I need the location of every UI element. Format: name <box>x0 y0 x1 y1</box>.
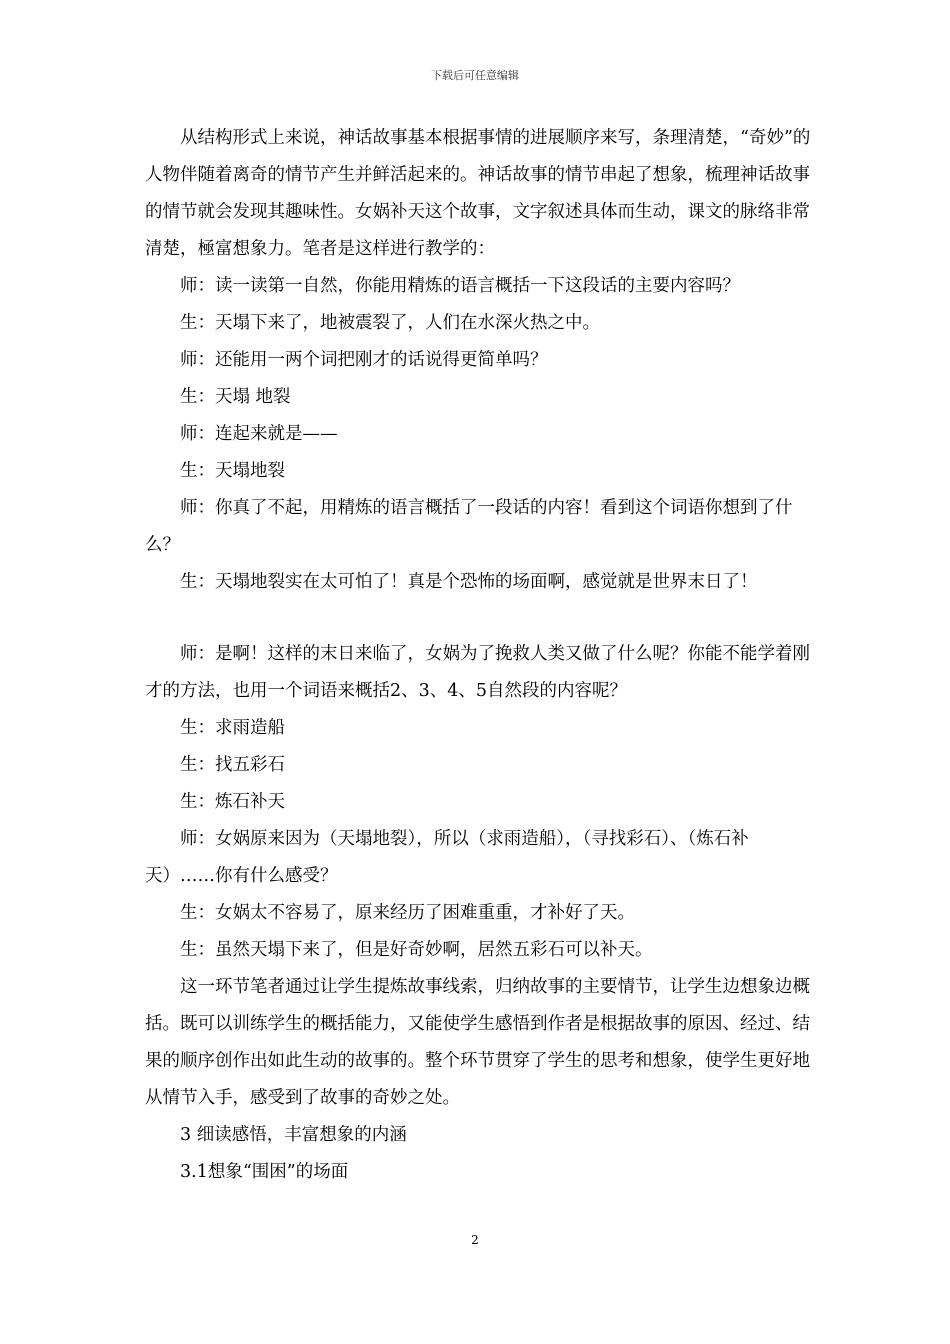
dialogue-line: 师：是啊！这样的末日来临了，女娲为了挽救人类又做了什么呢？你能不能学着刚才的方法，也用一个词语来概括2、3、4、5自然段的内容呢？ <box>145 644 810 701</box>
paragraph-summary: 这一环节笔者通过让学生提炼故事线索，归纳故事的主要情节，让学生边想象边概括。既可以训练学生的概括能力，又能使学生感悟到作者是根据故事的原因、经过、结果的顺序创作出如此生动的故事的。整个环节贯穿了学生的思考和想象，使学生更好地从情节入手，感受到了故事的奇妙之处。 <box>145 977 810 1108</box>
dialogue-line: 生：天塌地裂 <box>180 461 285 481</box>
dialogue-line: 师：你真了不起，用精炼的语言概括了一段话的内容！看到这个词语你想到了什么？ <box>145 498 793 555</box>
dialogue-line: 师：读一读第一自然，你能用精炼的语言概括一下这段话的主要内容吗？ <box>180 276 740 296</box>
dialogue-line: 生：天塌 地裂 <box>180 387 291 407</box>
paragraph-intro: 从结构形式上来说，神话故事基本根据事情的进展顺序来写，条理清楚，“奇妙”的人物伴随着离奇的情节产生并鲜活起来的。神话故事的情节串起了想象，梳理神话故事的情节就会发现其趣味性。女娲补天这个故事，文字叙述具体而生动，课文的脉络非常清楚，極富想象力。笔者是这样进行教学的： <box>145 128 811 259</box>
dialogue-line: 生：天塌下来了，地被震裂了，人们在水深火热之中。 <box>180 313 600 333</box>
dialogue-line: 生：求雨造船 <box>180 718 285 738</box>
section-heading: 3 细读感悟，丰富想象的内涵 <box>180 1125 407 1145</box>
dialogue-line: 师：连起来就是—— <box>180 424 338 444</box>
dialogue-line: 生：女娲太不容易了，原来经历了困难重重，才补好了天。 <box>180 903 635 923</box>
dialogue-line: 生：炼石补天 <box>180 792 285 812</box>
document-body <box>145 120 815 1191</box>
subsection-heading: 3.1想象“围困”的场面 <box>180 1162 349 1182</box>
dialogue-line: 生：找五彩石 <box>180 755 285 775</box>
dialogue-line: 师：女娲原来因为（天塌地裂），所以（求雨造船），（寻找彩石）、（炼石补天）……你有什么感受？ <box>145 829 749 886</box>
page-number: 2 <box>471 1233 479 1247</box>
dialogue-line: 生：天塌地裂实在太可怕了！真是个恐怖的场面啊，感觉就是世界末日了！ <box>180 572 758 592</box>
page-header: 下载后可任意编辑 <box>431 69 519 82</box>
blank-line <box>145 601 815 636</box>
dialogue-line: 生：虽然天塌下来了，但是好奇妙啊，居然五彩石可以补天。 <box>180 940 653 960</box>
dialogue-line: 师：还能用一两个词把刚才的话说得更简单吗？ <box>180 350 548 370</box>
